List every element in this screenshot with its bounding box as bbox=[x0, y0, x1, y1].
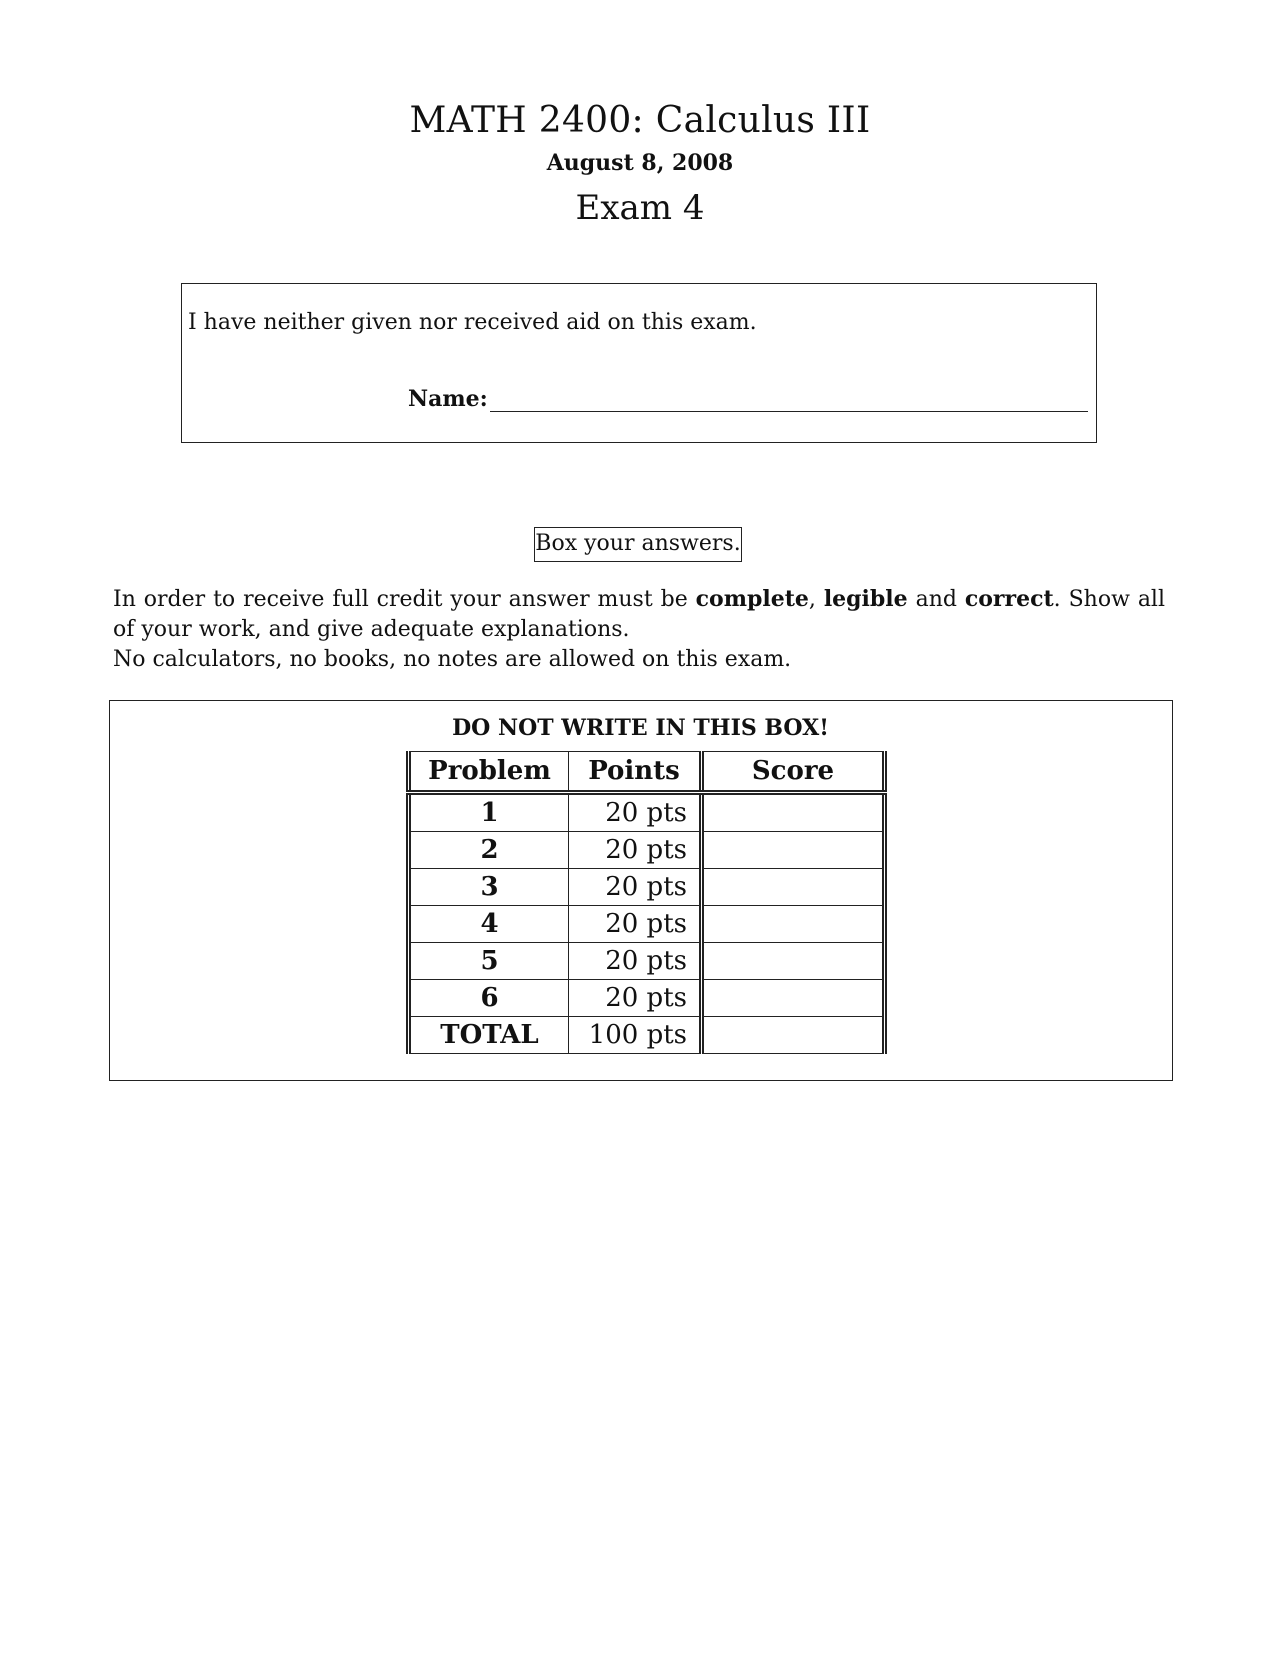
instructions-bold-complete: complete bbox=[695, 586, 809, 612]
score-cell[interactable] bbox=[702, 980, 885, 1017]
instructions bbox=[113, 584, 1165, 675]
column-header-problem: Problem bbox=[409, 752, 569, 793]
instructions-bold-legible: legible bbox=[823, 586, 908, 612]
box-your-answers-note: Box your answers. bbox=[534, 527, 742, 562]
table-row bbox=[409, 832, 885, 869]
instructions-bold-correct: correct bbox=[964, 586, 1054, 612]
exam-number: Exam 4 bbox=[575, 188, 705, 228]
problem-cell: 4 bbox=[409, 906, 569, 943]
points-cell: 20 pts bbox=[569, 793, 702, 832]
total-score-cell[interactable] bbox=[702, 1017, 885, 1054]
table-row-total bbox=[409, 1017, 885, 1054]
instructions-paragraph-1 bbox=[113, 584, 1165, 645]
exam-course-title: MATH 2400: Calculus III bbox=[409, 100, 871, 141]
table-row bbox=[409, 906, 885, 943]
problem-cell: 2 bbox=[409, 832, 569, 869]
name-field-line[interactable] bbox=[490, 411, 1088, 412]
score-cell[interactable] bbox=[702, 793, 885, 832]
score-box bbox=[109, 700, 1173, 1081]
name-label: Name: bbox=[408, 386, 488, 412]
points-cell: 20 pts bbox=[569, 980, 702, 1017]
points-cell: 20 pts bbox=[569, 943, 702, 980]
honor-statement-box bbox=[181, 283, 1097, 443]
score-cell[interactable] bbox=[702, 832, 885, 869]
instructions-sep-2: and bbox=[907, 587, 965, 612]
score-table-header-row bbox=[409, 752, 885, 793]
score-box-heading: DO NOT WRITE IN THIS BOX! bbox=[452, 715, 829, 741]
points-cell: 20 pts bbox=[569, 869, 702, 906]
problem-cell: 6 bbox=[409, 980, 569, 1017]
problem-cell: 5 bbox=[409, 943, 569, 980]
table-row bbox=[409, 793, 885, 832]
total-label-cell: TOTAL bbox=[409, 1017, 569, 1054]
instructions-text-2: . Show all of your work, and give adequate explanations. bbox=[113, 587, 1166, 642]
points-cell: 20 pts bbox=[569, 906, 702, 943]
table-row bbox=[409, 980, 885, 1017]
instructions-sep-1: , bbox=[808, 587, 824, 612]
table-row bbox=[409, 943, 885, 980]
score-cell[interactable] bbox=[702, 869, 885, 906]
total-points-cell: 100 pts bbox=[569, 1017, 702, 1054]
honor-statement: I have neither given nor received aid on this exam. bbox=[188, 310, 757, 335]
score-table bbox=[406, 751, 887, 1054]
column-header-points: Points bbox=[569, 752, 702, 793]
score-cell[interactable] bbox=[702, 943, 885, 980]
points-cell: 20 pts bbox=[569, 832, 702, 869]
column-header-score: Score bbox=[702, 752, 885, 793]
problem-cell: 1 bbox=[409, 793, 569, 832]
score-cell[interactable] bbox=[702, 906, 885, 943]
instructions-paragraph-2: No calculators, no books, no notes are allowed on this exam. bbox=[113, 647, 792, 672]
table-row bbox=[409, 869, 885, 906]
problem-cell: 3 bbox=[409, 869, 569, 906]
exam-date: August 8, 2008 bbox=[546, 150, 734, 176]
instructions-text-1: In order to receive full credit your answer must be bbox=[113, 587, 696, 612]
